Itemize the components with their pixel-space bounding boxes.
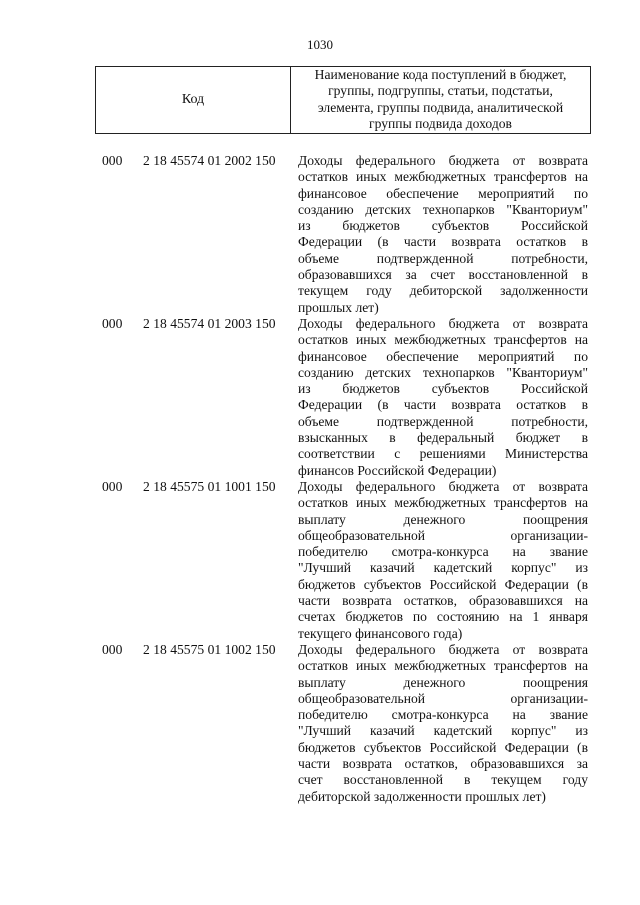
- description-line: из бюджетов субъектов Российской: [298, 381, 588, 397]
- header-name-line: группы, подгруппы, статьи, подстатьи,: [328, 83, 553, 99]
- description-line: из бюджетов субъектов Российской: [298, 218, 588, 234]
- description-line: объеме подтвержденной потребности,: [298, 250, 588, 266]
- description-line: бюджетов субъектов Российской Федерации (в: [298, 739, 588, 755]
- description-line: дебиторской задолженности прошлых лет): [298, 788, 546, 804]
- header-name-column: [291, 67, 590, 133]
- description-line: Доходы федерального бюджета от возврата: [298, 153, 588, 168]
- description-line: выплату денежного поощрения: [298, 511, 588, 527]
- description-line: текущем году дебиторской задолженности: [298, 283, 588, 299]
- description-line: части возврата остатков, образовавшихся на: [298, 593, 588, 609]
- income-code-list: [0, 153, 640, 805]
- income-description: [298, 479, 588, 642]
- description-line: остатков иных межбюджетных трансфертов на: [298, 658, 588, 674]
- description-line: победителю смотра-конкурса на звание: [298, 544, 588, 560]
- description-line: счет восстановленной в текущем году: [298, 772, 588, 788]
- income-code: 2 18 45575 01 1002 150: [143, 641, 276, 657]
- description-line: остатков иных межбюджетных трансфертов на: [298, 495, 588, 511]
- description-line: соответствии с решениями Министерства: [298, 446, 588, 462]
- description-line: бюджетов субъектов Российской Федерации (в: [298, 576, 588, 592]
- description-line: созданию детских технопарков "Кванториум": [298, 364, 588, 380]
- description-line: "Лучший казачий кадетский корпус" из: [298, 560, 588, 576]
- description-line: финансов Российской Федерации): [298, 462, 497, 478]
- description-line: победителю смотра-конкурса на звание: [298, 707, 588, 723]
- page-number: 1030: [307, 37, 333, 52]
- header-name-line: Наименование кода поступлений в бюджет,: [314, 67, 567, 82]
- table-row: [0, 316, 640, 479]
- admin-code: 000: [102, 478, 123, 494]
- admin-code: 000: [102, 641, 123, 657]
- income-code: 2 18 45574 01 2002 150: [143, 153, 276, 168]
- income-description: [298, 153, 588, 316]
- description-line: Доходы федерального бюджета от возврата: [298, 315, 588, 331]
- header-code-column: Код: [96, 67, 291, 133]
- table-row: [0, 153, 640, 316]
- description-line: выплату денежного поощрения: [298, 674, 588, 690]
- header-name-line: элемента, группы подвида, аналитической: [317, 99, 564, 115]
- description-line: общеобразовательной организации-: [298, 690, 588, 706]
- description-line: общеобразовательной организации-: [298, 527, 588, 543]
- income-code: 2 18 45575 01 1001 150: [143, 478, 276, 494]
- description-line: части возврата остатков, образовавшихся за: [298, 755, 588, 771]
- header-name-line: группы подвида доходов: [369, 115, 512, 131]
- description-line: финансовое обеспечение мероприятий по: [298, 185, 588, 201]
- admin-code: 000: [102, 153, 123, 168]
- description-line: остатков иных межбюджетных трансфертов на: [298, 169, 588, 185]
- description-line: текущего финансового года): [298, 625, 463, 641]
- description-line: остатков иных межбюджетных трансфертов на: [298, 332, 588, 348]
- description-line: Доходы федерального бюджета от возврата: [298, 641, 588, 657]
- income-description: [298, 642, 588, 805]
- table-row: [0, 642, 640, 805]
- description-line: прошлых лет): [298, 299, 379, 315]
- income-description: [298, 316, 588, 479]
- table-header: [95, 66, 591, 134]
- description-line: Федерации (в части возврата остатков в: [298, 234, 588, 250]
- table-row: [0, 479, 640, 642]
- description-line: Федерации (в части возврата остатков в: [298, 397, 588, 413]
- description-line: взысканных в федеральный бюджет в: [298, 430, 588, 446]
- description-line: Доходы федерального бюджета от возврата: [298, 478, 588, 494]
- description-line: созданию детских технопарков "Кванториум": [298, 201, 588, 217]
- description-line: образовавшихся за счет восстановленной в: [298, 267, 588, 283]
- admin-code: 000: [102, 315, 123, 331]
- description-line: "Лучший казачий кадетский корпус" из: [298, 723, 588, 739]
- income-code: 2 18 45574 01 2003 150: [143, 315, 276, 331]
- description-line: финансовое обеспечение мероприятий по: [298, 348, 588, 364]
- description-line: счетах бюджетов по состоянию на 1 января: [298, 609, 588, 625]
- description-line: объеме подтвержденной потребности,: [298, 413, 588, 429]
